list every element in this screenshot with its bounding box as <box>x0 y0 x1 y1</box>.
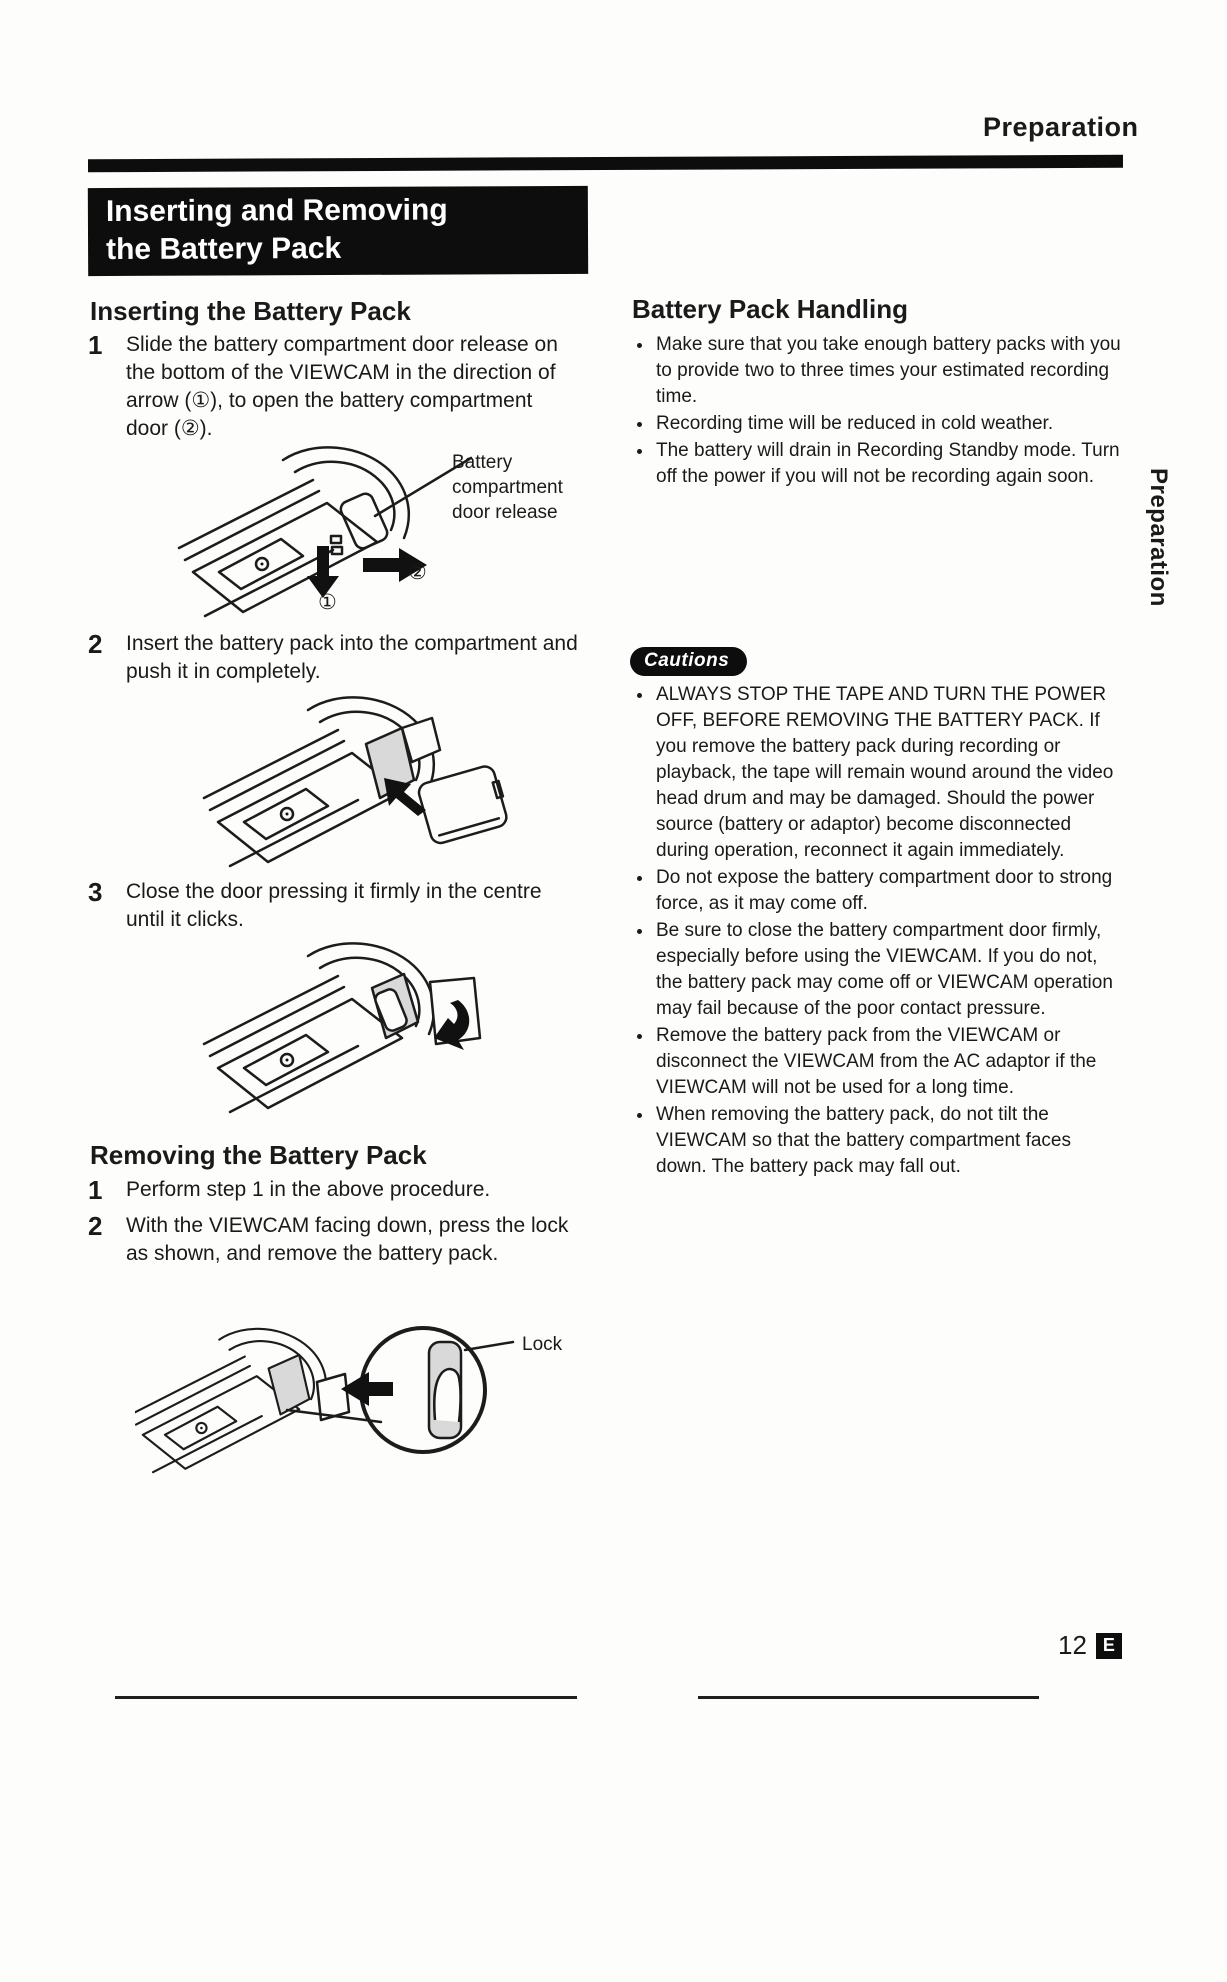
bottom-rule-right <box>698 1696 1039 1699</box>
side-tab-preparation: Preparation <box>1145 468 1172 607</box>
step-text: Close the door pressing it firmly in the centre until it clicks. <box>126 880 542 931</box>
cautions-bullet-list <box>632 682 1124 1181</box>
handling-bullet-list <box>632 332 1124 491</box>
list-item: • Make sure that you take enough battery packs with you to provide two to three times your estimated recording time. <box>654 332 1124 410</box>
lock-leader-line <box>465 1342 513 1350</box>
step-number: 2 <box>88 629 103 659</box>
figure1-marker-1: ① <box>318 591 337 614</box>
figure1-label: Battery compartment door release <box>452 452 563 523</box>
inserting-step-2 <box>88 630 580 686</box>
figure-close-door <box>190 940 520 1120</box>
page-number: 12 <box>1058 1630 1087 1660</box>
step-text: With the VIEWCAM facing down, press the lock as shown, and remove the battery pack. <box>126 1214 569 1265</box>
step-text: Insert the battery pack into the compartment and push it in completely. <box>126 632 578 683</box>
figure-insert-battery <box>190 694 520 874</box>
section-title-line2: the Battery Pack <box>106 231 342 267</box>
list-item: • Remove the battery pack from the VIEWCAM or disconnect the VIEWCAM from the AC adaptor if the VIEWCAM will not be used for a long time. <box>654 1023 1124 1101</box>
removing-step-2 <box>88 1212 580 1268</box>
finger-shape <box>434 1369 460 1422</box>
door-release-latch <box>331 536 341 543</box>
step-number: 3 <box>88 877 103 907</box>
battery-pack-shape <box>417 764 511 846</box>
step-number: 1 <box>88 1175 103 1205</box>
step-number: 2 <box>88 1211 103 1241</box>
figure1-marker-2: ② <box>408 561 427 584</box>
section-title-line1: Inserting and Removing <box>105 193 448 229</box>
battery-door <box>338 491 389 551</box>
section-title-box <box>88 186 588 276</box>
battery-door-open <box>317 1374 349 1420</box>
list-item: • ALWAYS STOP THE TAPE AND TURN THE POWER OFF, BEFORE REMOVING THE BATTERY PACK. If you remove the battery pack during recording or playback, the tape will remain wound around the video head drum and may be damaged. Should the power source (battery or adaptor) become disconnected during operation, reconnect it again immediately. <box>654 682 1124 864</box>
battery-compartment <box>269 1355 310 1415</box>
figure-press-lock <box>135 1298 515 1498</box>
removing-heading: Removing the Battery Pack <box>90 1140 427 1170</box>
inserting-step-1 <box>88 331 580 443</box>
list-item: • Do not expose the battery compartment door to strong force, as it may come off. <box>654 865 1124 917</box>
camcorder-body <box>135 1329 326 1472</box>
inserting-step-3 <box>88 878 580 934</box>
list-item: • When removing the battery pack, do not tilt the VIEWCAM so that the battery compartment faces down. The battery pack may fall out. <box>654 1102 1124 1180</box>
page-header: Preparation <box>983 112 1139 142</box>
handling-heading: Battery Pack Handling <box>632 294 908 324</box>
lock-label: Lock <box>522 1334 563 1355</box>
inserting-heading: Inserting the Battery Pack <box>90 296 411 326</box>
step-text: Slide the battery compartment door release on the bottom of the VIEWCAM in the direction of arrow (①), to open the battery compartment door (②). <box>126 333 558 440</box>
list-item: • Be sure to close the battery compartment door firmly, especially before using the VIEWCAM. If you do not, the battery pack may come off or VIEWCAM operation may fail because of the poor contact pressure. <box>654 918 1124 1022</box>
edition-mark-badge: E <box>1096 1633 1122 1659</box>
header-rule <box>88 155 1123 173</box>
camcorder-body <box>179 447 409 616</box>
list-item: • Recording time will be reduced in cold weather. <box>654 411 1124 437</box>
list-item: • The battery will drain in Recording Standby mode. Turn off the power if you will not be recording again soon. <box>654 438 1124 490</box>
page-number-area <box>1058 1630 1122 1661</box>
cautions-badge: Cautions <box>630 647 747 676</box>
step-number: 1 <box>88 330 103 360</box>
removing-step-1 <box>88 1176 580 1204</box>
step-text: Perform step 1 in the above procedure. <box>126 1178 491 1201</box>
bottom-rule-left <box>115 1696 577 1699</box>
